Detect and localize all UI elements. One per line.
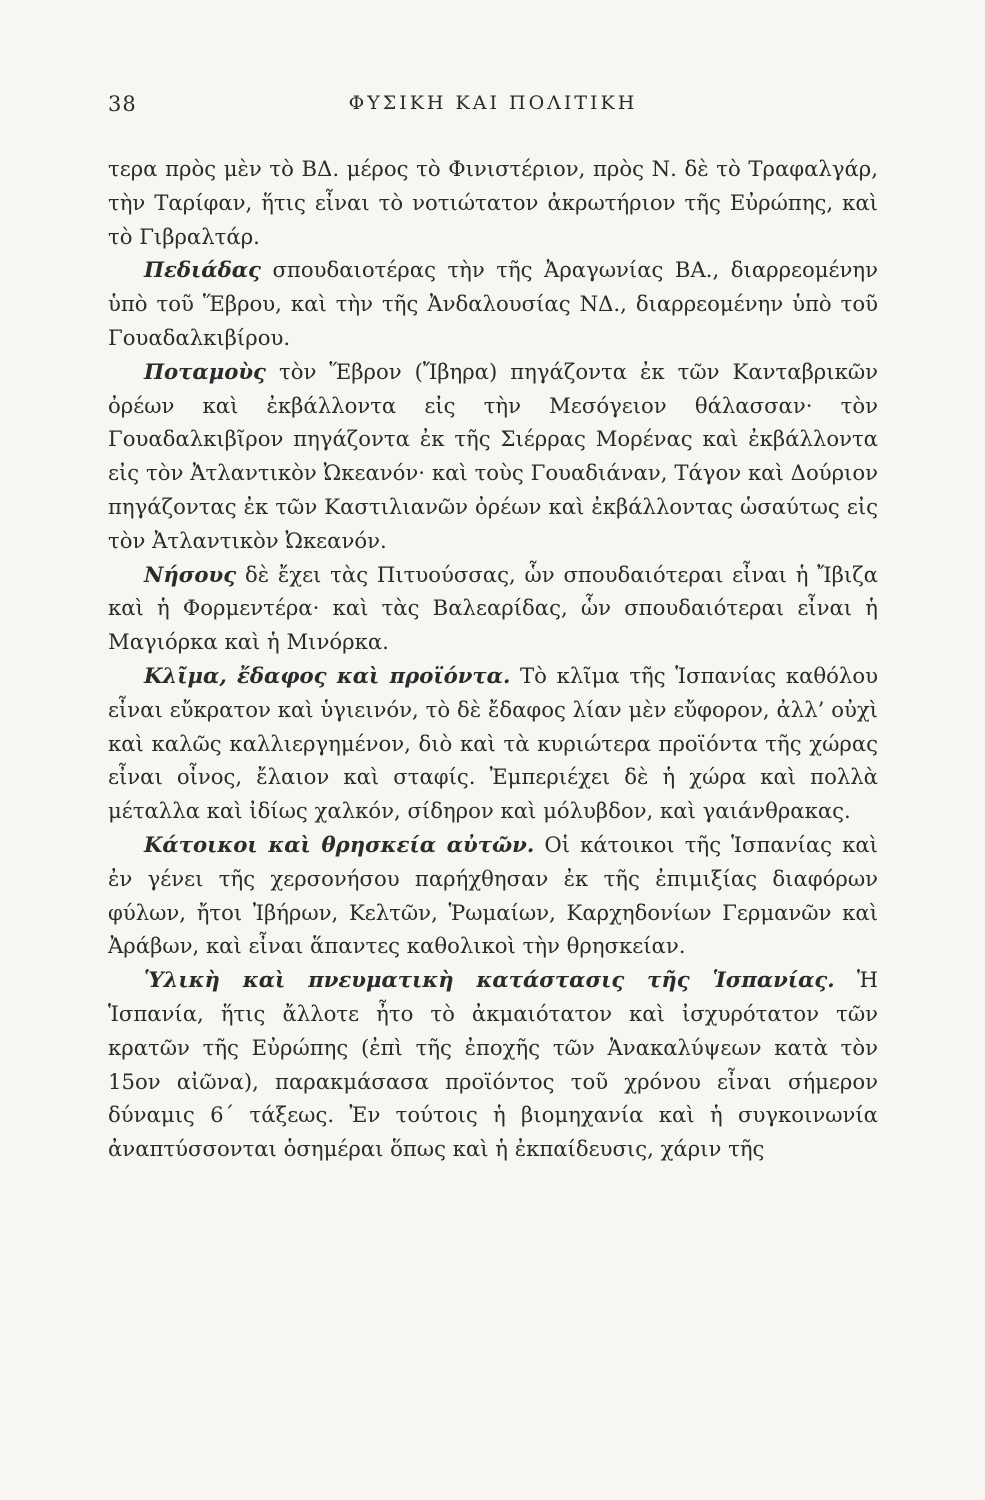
paragraph-text: τερα πρὸς μὲν τὸ ΒΔ. μέρος τὸ Φινιστέριον, πρὸς Ν. δὲ τὸ Τραφαλγάρ, τὴν Ταρίφαν, ἥτις εἶναι τὸ νοτιώτατον ἀκρωτήριον τῆς Εὐρώπης, καὶ τὸ Γιβραλτάρ. [108, 156, 878, 249]
paragraph-text: τὸν Ἕβρον (Ἴβηρα) πηγάζοντα ἐκ τῶν Κανταβρικῶν ὀρέων καὶ ἐκβάλλοντα εἰς τὴν Μεσόγειον θάλασσαν· τὸν Γουαδαλκιβῖρον πηγάζοντα ἐκ τῆς Σιέρρας Μορένας καὶ ἐκβάλλοντα εἰς τὸν Ἀτλαντικὸν Ὠκεανόν· καὶ τοὺς Γουαδιάναν, Τάγον καὶ Δούριον πηγάζοντας ἐκ τῶν Καστιλιανῶν ὀρέων καὶ ἐκβάλλοντας ὡσαύτως εἰς τὸν Ἀτλαντικὸν Ὠκεανόν. [108, 358, 878, 553]
paragraph [108, 253, 878, 354]
paragraph [108, 828, 878, 963]
paragraph-lead: Κάτοικοι καὶ θρησκεία αὐτῶν. [144, 831, 535, 857]
body-text [108, 152, 878, 1166]
page-header [108, 92, 878, 122]
paragraph-text: Ἡ Ἱσπανία, ἥτις ἄλλοτε ἦτο τὸ ἀκμαιότατον καὶ ἰσχυρότατον τῶν κρατῶν τῆς Εὐρώπης (ἐπὶ τῆς ἐποχῆς τῶν Ἀνακαλύψεων κατὰ τὸν 15ον αἰῶνα), παρακμάσασα προϊόντος τοῦ χρόνου εἶναι σήμερον δύναμις 6΄ τάξεως. Ἐν τούτοις ἡ βιομηχανία καὶ ἡ συγκοινωνία ἀναπτύσσονται ὁσημέραι ὅπως καὶ ἡ ἐκπαίδευσις, χάριν τῆς [108, 967, 878, 1162]
paragraph-lead: Πεδιάδας [144, 257, 261, 283]
paragraph [108, 558, 878, 659]
page-number: 38 [108, 92, 137, 116]
paragraph-text: δὲ ἔχει τὰς Πιτυούσσας, ὧν σπουδαιότεραι εἶναι ἡ Ἴβιζα καὶ ἡ Φορμεντέρα· καὶ τὰς Βαλεαρίδας, ὧν σπουδαιότεραι εἶναι ἡ Μαγιόρκα καὶ ἡ Μινόρκα. [108, 561, 878, 655]
paragraph-lead: Κλῖμα, ἔδαφος καὶ προϊόντα. [144, 662, 511, 688]
paragraph-text: Τὸ κλῖμα τῆς Ἱσπανίας καθόλου εἶναι εὔκρατον καὶ ὑγιεινόν, τὸ δὲ ἔδαφος λίαν μὲν εὔφορον, ἀλλ’ οὐχὶ καὶ καλῶς καλλιεργημένον, διὸ καὶ τὰ κυριώτερα προϊόντα τῆς χώρας εἶναι οἶνος, ἔλαιον καὶ σταφίς. Ἐμπεριέχει δὲ ἡ χώρα καὶ πολλὰ μέταλλα καὶ ἰδίως χαλκόν, σίδηρον καὶ μόλυβδον, καὶ γαιάνθρακας. [108, 662, 878, 824]
paragraph [108, 152, 878, 253]
paragraph-lead: Ποταμοὺς [144, 358, 266, 384]
paragraph [108, 355, 878, 558]
running-title: ΦΥΣΙΚΗ ΚΑΙ ΠΟΛΙΤΙΚΗ [348, 92, 638, 114]
paragraph-lead: Νήσους [144, 561, 237, 587]
paragraph [108, 963, 878, 1166]
paragraph [108, 659, 878, 828]
paragraph-text: σπουδαιοτέρας τὴν τῆς Ἀραγωνίας ΒΑ., διαρρεομένην ὑπὸ τοῦ Ἕβρου, καὶ τὴν τῆς Ἀνδαλουσίας ΝΔ., διαρρεομένην ὑπὸ τοῦ Γουαδαλκιβίρου. [108, 257, 878, 350]
paragraph-text: Οἱ κάτοικοι τῆς Ἱσπανίας καὶ ἐν γένει τῆς χερσονήσου παρήχθησαν ἐκ τῆς ἐπιμιξίας διαφόρων φύλων, ἤτοι Ἰβήρων, Κελτῶν, Ῥωμαίων, Καρχηδονίων Γερμανῶν καὶ Ἀράβων, καὶ εἶναι ἅπαντες καθολικοὶ τὴν θρησκείαν. [108, 831, 878, 959]
paragraph-lead: Ὑλικὴ καὶ πνευματικὴ κατάστασις τῆς Ἱσπανίας. [144, 967, 835, 993]
